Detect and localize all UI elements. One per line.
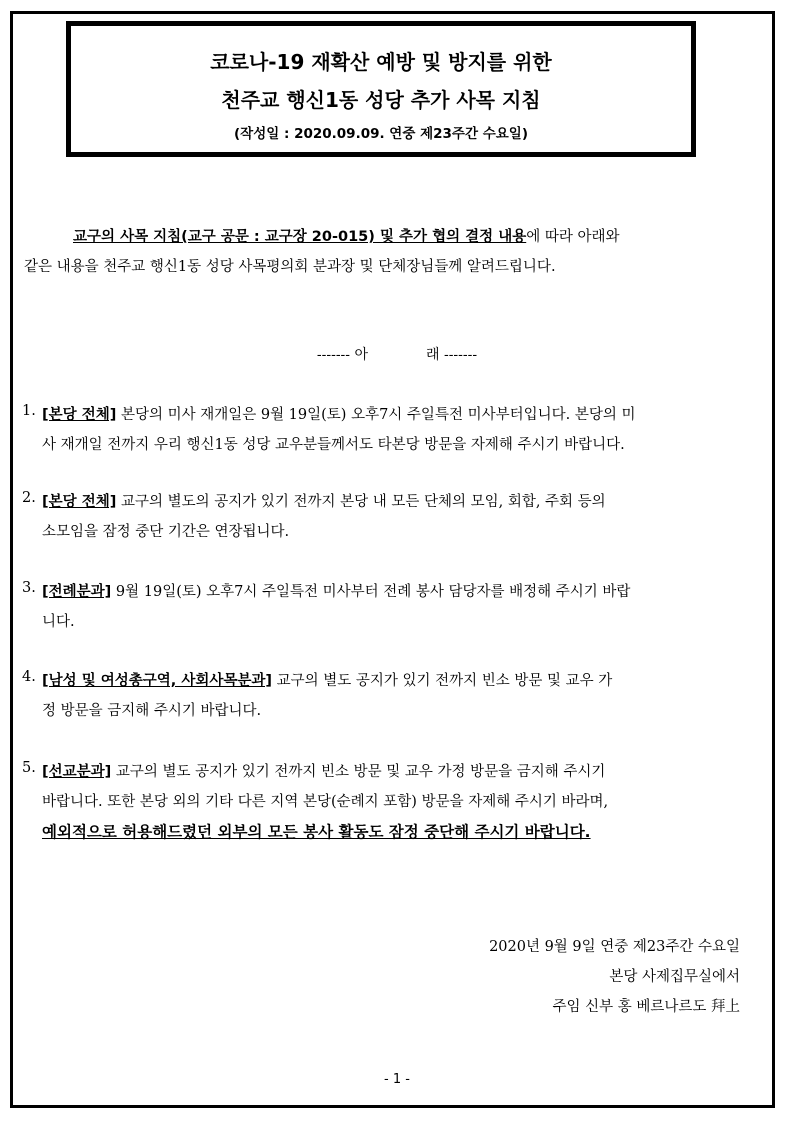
item-line1: [42, 760, 605, 781]
item-number: 4.: [22, 669, 36, 685]
section-divider: [0, 344, 794, 364]
item-tag: [본당 전체]: [42, 494, 117, 510]
item-line2: 니다.: [42, 614, 75, 630]
intro-line1-rest: 에 따라 아래와: [526, 229, 620, 245]
item-number: 5.: [22, 760, 36, 776]
divider-left: ------- 아: [316, 347, 368, 363]
item-tag: [전례분과]: [42, 584, 112, 600]
item-text: 교구의 별도의 공지가 있기 전까지 본당 내 모든 단체의 모임, 회합, 주회 등의: [116, 494, 606, 510]
item-text: 본당의 미사 재개일은 9월 19일(토) 오후7시 주일특전 미사부터입니다. 본당의 미: [116, 407, 636, 423]
signature-date: 2020년 9월 9일 연중 제23주간 수요일: [489, 939, 740, 955]
signature-signer: 주임 신부 홍 베르나르도 拜上: [552, 999, 740, 1015]
page-number: - 1 -: [384, 1072, 410, 1087]
item-text: 9월 19일(토) 오후7시 주일특전 미사부터 전례 봉사 담당자를 배정해 주시기 바랍: [111, 584, 631, 600]
item-number: 3.: [22, 580, 36, 596]
item-line2: 소모임을 잠정 중단 기간은 연장됩니다.: [42, 524, 290, 540]
signature-place: 본당 사제집무실에서: [609, 969, 740, 985]
document-title: 코로나-19 재확산 예방 및 방지를 위한: [210, 50, 552, 74]
title-box: [66, 21, 696, 157]
divider-right: 래 -------: [426, 347, 478, 363]
item-line1: [42, 403, 635, 424]
item-number: 1.: [22, 403, 36, 419]
intro-emphasis: 교구의 사목 지침(교구 공문 : 교구장 20-015) 및 추가 협의 결정 내용: [73, 229, 527, 245]
intro-line2: 같은 내용을 천주교 행신1동 성당 사목평의회 분과장 및 단체장님들께 알려드립니다.: [24, 259, 556, 275]
item-line2: 정 방문을 금지해 주시기 바랍니다.: [42, 703, 262, 719]
document-title-line2: 천주교 행신1동 성당 추가 사목 지침: [221, 88, 541, 112]
item-tag: [본당 전체]: [42, 407, 117, 423]
item-emphasis-line: 예외적으로 허용해드렸던 외부의 모든 봉사 활동도 잠정 중단해 주시기 바랍니다.: [42, 823, 591, 841]
item-number: 2.: [22, 490, 36, 506]
intro-line1: [73, 222, 619, 252]
item-text: 교구의 별도 공지가 있기 전까지 빈소 방문 및 교우 가정 방문을 금지해 주시기: [111, 764, 606, 780]
item-line1: [42, 669, 612, 690]
document-subtitle: (작성일 : 2020.09.09. 연중 제23주간 수요일): [233, 126, 528, 142]
item-line2: 바랍니다. 또한 본당 외의 기타 다른 지역 본당(순례지 포함) 방문을 자제해 주시기 바라며,: [42, 794, 609, 810]
item-line2: 사 재개일 전까지 우리 행신1동 성당 교우분들께서도 타본당 방문을 자제해 주시기 바랍니다.: [42, 437, 625, 453]
item-tag: [남성 및 여성총구역, 사회사목분과]: [42, 673, 273, 689]
item-text: 교구의 별도 공지가 있기 전까지 빈소 방문 및 교우 가: [272, 673, 613, 689]
signature-block: [489, 932, 740, 1022]
item-line1: [42, 490, 606, 511]
item-tag: [선교분과]: [42, 764, 112, 780]
item-line1: [42, 580, 630, 601]
